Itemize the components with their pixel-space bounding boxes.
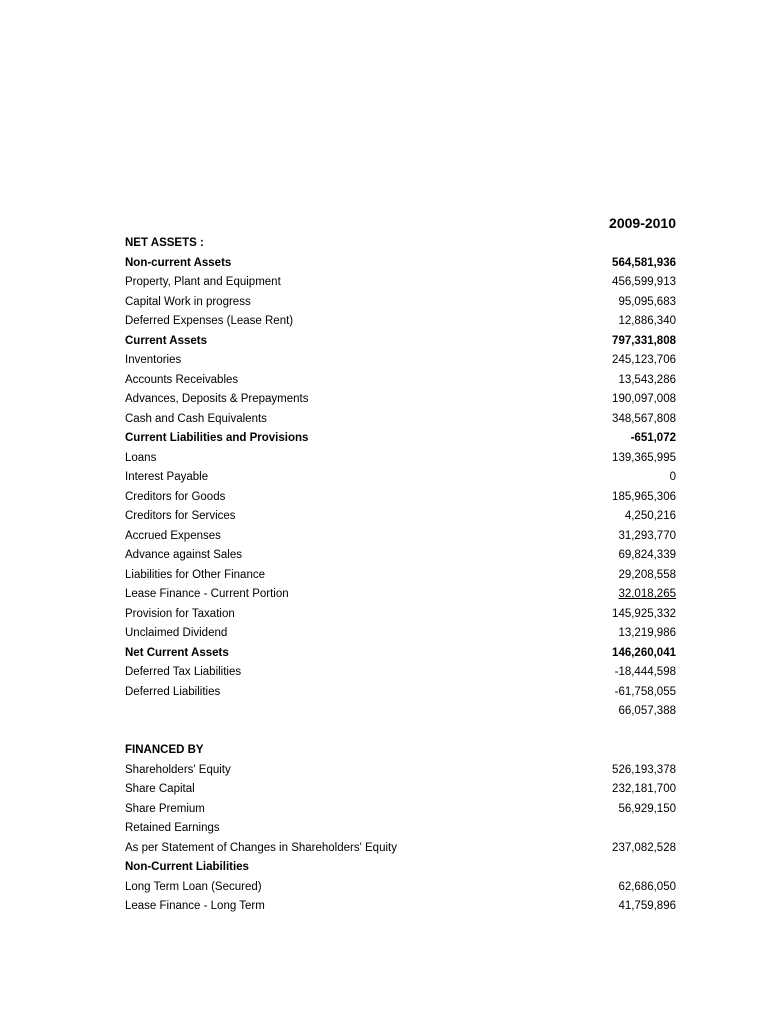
table-row	[125, 741, 685, 761]
row-label: Accrued Expenses	[125, 529, 221, 542]
row-label: Share Capital	[125, 783, 195, 795]
table-row	[125, 351, 685, 371]
row-value: -18,444,598	[614, 666, 676, 678]
table-row	[125, 683, 685, 703]
row-label: Deferred Liabilities	[125, 685, 221, 698]
row-value: 190,097,008	[612, 393, 676, 405]
row-value: 237,082,528	[612, 841, 676, 854]
table-row	[125, 702, 685, 722]
table-row	[125, 449, 685, 469]
row-value: -61,758,055	[614, 685, 676, 698]
row-value: 62,686,050	[618, 880, 676, 893]
table-row	[125, 293, 685, 313]
row-value: 456,599,913	[612, 276, 676, 288]
row-label: NET ASSETS :	[125, 237, 204, 249]
row-value: 139,365,995	[612, 451, 676, 464]
row-label: Shareholders' Equity	[125, 763, 231, 776]
table-row	[125, 878, 685, 898]
table-row	[125, 624, 685, 644]
row-value: 13,219,986	[618, 627, 676, 639]
row-value: 56,929,150	[618, 802, 676, 815]
row-label: Lease Finance - Long Term	[125, 900, 265, 912]
row-value: 0	[669, 471, 676, 483]
row-label: Advance against Sales	[125, 549, 242, 561]
table-row	[125, 663, 685, 683]
row-label: Non-current Assets	[125, 256, 232, 269]
row-label: Provision for Taxation	[125, 607, 235, 620]
row-label: Deferred Expenses (Lease Rent)	[125, 315, 294, 327]
table-row	[125, 332, 685, 352]
row-label: Current Assets	[125, 334, 208, 347]
table-row	[125, 468, 685, 488]
table-row	[125, 722, 685, 742]
row-value: 95,095,683	[618, 295, 676, 308]
row-label: Current Liabilities and Provisions	[125, 432, 309, 444]
balance-sheet-table	[125, 234, 685, 917]
table-row	[125, 858, 685, 878]
table-row	[125, 839, 685, 859]
row-label: Property, Plant and Equipment	[125, 276, 281, 288]
table-row	[125, 644, 685, 664]
row-label: Retained Earnings	[125, 822, 220, 834]
row-label: FINANCED BY	[125, 744, 204, 756]
table-row	[125, 390, 685, 410]
row-label: Liabilities for Other Finance	[125, 568, 265, 581]
row-label: Accounts Receivables	[125, 373, 239, 386]
row-value: 66,057,388	[618, 705, 676, 717]
row-value: 185,965,306	[612, 490, 676, 503]
row-label: Creditors for Goods	[125, 490, 226, 503]
title-clip	[0, 100, 678, 160]
row-value: 41,759,896	[618, 900, 676, 912]
row-value: 12,886,340	[618, 315, 676, 327]
row-value: 232,181,700	[612, 783, 676, 795]
row-label: Deferred Tax Liabilities	[125, 666, 242, 678]
table-row	[125, 312, 685, 332]
row-value: 526,193,378	[612, 763, 676, 776]
row-label: Long Term Loan (Secured)	[125, 880, 262, 893]
table-row	[125, 546, 685, 566]
table-row	[125, 254, 685, 274]
table-row	[125, 566, 685, 586]
table-row	[125, 273, 685, 293]
row-label: Unclaimed Dividend	[125, 627, 228, 639]
table-row	[125, 780, 685, 800]
table-row	[125, 761, 685, 781]
row-label: Non-Current Liabilities	[125, 861, 249, 873]
row-label: Share Premium	[125, 802, 205, 815]
row-label: Inventories	[125, 354, 182, 366]
row-label: Lease Finance - Current Portion	[125, 588, 289, 600]
table-row	[125, 234, 685, 254]
next-title-clip	[0, 905, 678, 955]
table-row	[125, 819, 685, 839]
row-value: 797,331,808	[612, 334, 676, 347]
row-value: 32,018,265	[618, 588, 676, 600]
year-header: 2009-2010	[609, 215, 676, 231]
row-value: 245,123,706	[612, 354, 676, 366]
row-value: 13,543,286	[618, 373, 676, 386]
row-value: 29,208,558	[618, 568, 676, 581]
row-value: 31,293,770	[618, 529, 676, 542]
row-value: -651,072	[630, 432, 676, 444]
row-value: 145,925,332	[612, 607, 676, 620]
row-label: Advances, Deposits & Prepayments	[125, 393, 309, 405]
table-row	[125, 488, 685, 508]
table-row	[125, 800, 685, 820]
table-row	[125, 429, 685, 449]
table-row	[125, 585, 685, 605]
row-label: Interest Payable	[125, 471, 209, 483]
row-value: 564,581,936	[612, 256, 676, 269]
row-value: 4,250,216	[624, 510, 676, 522]
row-label: Net Current Assets	[125, 646, 229, 659]
row-label: Loans	[125, 451, 157, 464]
table-row	[125, 410, 685, 430]
row-label: Creditors for Services	[125, 510, 236, 522]
row-label: Cash and Cash Equivalents	[125, 412, 267, 425]
table-row	[125, 371, 685, 391]
table-row	[125, 527, 685, 547]
row-label: As per Statement of Changes in Shareholders' Equity	[125, 841, 397, 854]
row-value: 146,260,041	[612, 646, 676, 659]
row-label: Capital Work in progress	[125, 295, 251, 308]
table-row	[125, 507, 685, 527]
row-value: 348,567,808	[612, 412, 676, 425]
table-row	[125, 605, 685, 625]
row-value: 69,824,339	[618, 549, 676, 561]
